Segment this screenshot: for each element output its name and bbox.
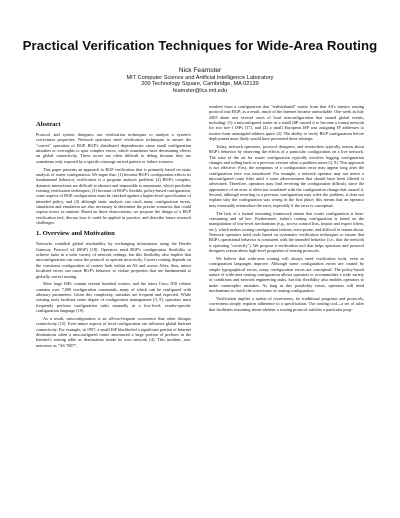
body-paragraph: Networks establish global reachability by exchanging information using the Border Gateway Protocol v4 (BGP) [18]. Operators need BGP's configuration flexibility to achieve tasks in a wide variety of network settings, but this flexibility also implies that misconfiguration can cause the protocol to operate incorrectly. Correct routing depends on the consistent configuration of routers both within an AS and across ASes; thus, minor localized errors can cause BGP's behavior to violate properties that are fundamental to globally correct routing.: [36, 241, 191, 279]
body-paragraph: Most large ISPs contain several hundred routers, and the latest Cisco IOS release contains over 7,000 configuration commands, many of which can be configured with arbitrary parameters. Given this complexity, mistakes are frequent and expected. While existing tools facilitate some degree of configuration management [3, 9], operators must frequently perform configuration tasks manually in a low-level, vendor-specific configuration language [19].: [36, 281, 191, 314]
author-block: [0, 68, 400, 94]
body-paragraph: The lack of a formal reasoning framework means that router configuration is time-consuming and ad hoc. Furthermore, today's routing configuration is based on the manipulation of low-level mechanisms (e.g., access control lists, import and export filters, etc.), which makes routing configuration tedious, error-prone, and difficult to reason about. Network operators need tools based on systematic verification techniques to ensure that BGP's operational behavior is consistent with the intended behavior (i.e., that the network is operating "correctly"). We propose a verification tool that helps operators and protocol designers reason about high-level properties of routing protocols.: [209, 210, 364, 254]
abstract-paragraph: Protocol and system designers use verification techniques to analyze a system's correctness properties. Network operators need verification techniques to ensure the "correct" operation of BGP. BGP's distributed dependencies cause small configuration mistakes or oversights to spur complex errors, which sometimes have devastating effects on global connectivity. These errors are often difficult to debug because they are sometimes only exposed by a specific message arrival pattern or failure scenario.: [36, 132, 191, 164]
body-paragraph: We believe that wide-area routing will always need verification tools, even as configuration languages improve. Although some configuration errors are caused by simple typographical errors, many configuration errors are conceptual. The policy-based nature of wide-area routing configuration allows operators to accommodate a wide variety of conditions and network engineering tasks, but this flexibility also enables operators to make catastrophic mistakes. As long as this possibility exists, operators will need mechanisms to check the correctness of routing configuration.: [209, 256, 364, 294]
paper-title: Practical Verification Techniques for Wide-Area Routing: [22, 38, 378, 53]
left-column: [36, 120, 191, 351]
body-paragraph: Today, network operators, protocol designers, and researchers typically reason about BGP's behavior by observing the effects of a particular configuration on a live network. The state of the art for router configuration typically involves logging configuration changes and rolling back to a previous version when a problem arises [3, 9]. This approach is not effective. First, the symptoms of a configuration error may appear long after the configuration error was introduced. For example, a network operator may not notice a misconfigured route filter until a route advertisement that should have been filtered is advertised. Therefore, operators may find reverting the configuration difficult, since the appearance of an error is often not correlated with the configuration change that caused it. Second, although reverting to a previous configuration may solve the problem, it does not explain why the configuration was wrong in the first place; this means that an operator may eventually reintroduce the error, especially if the error is conceptual.: [209, 144, 364, 208]
body-paragraph: resulted from a configuration that "redistributed" routes from that AS's interior routing protocol into BGP; as a result, much of the Internet became unreachable. One week in July 2003 alone saw several cases of local misconfiguration that caused global events, including: (1) a misconfigured router in a small ISP caused it to become a transit network for two tier-1 ISPs [17], and (2) a small European ISP was assigning IP addresses to routers from unassigned address space [2]. The ability to verify BGP configuration before deployment must likely would have prevented these mishaps.: [209, 104, 364, 142]
abstract-paragraph: This paper presents an approach to BGP verification that is primarily based on static analysis of router configuration. We argue that: (1) because BGP's configuration affects its fundamental behavior, verification is a program analysis problem, (2) BGP's complex, dynamic interactions are difficult to abstract and impossible to enumerate, which precludes existing verification techniques; (3) because of BGP's flexible, policy-based configuration, some aspects of BGP configuration must be checked against a higher-level specification of intended policy, and (4) although static analysis can catch many configuration errors, simulation and emulation are also necessary to determine the precise scenarios that could expose errors at runtime. Based on these observations, we propose the design of a BGP verification tool, discuss how it could be applied in practice, and describe future research challenges.: [36, 166, 191, 226]
author-name: Nick Feamster: [178, 67, 222, 74]
author-address: 200 Technology Square, Cambridge, MA 02139: [141, 81, 259, 88]
body-paragraph: Verification implies a notion of correctness; for traditional programs and protocols, correctness simply requires adherence to a specification. Our routing tool—a set of rules that facilitates reasoning about whether a routing protocol satisfies a particular prop-: [209, 296, 364, 312]
author-affiliation: MIT Computer Science and Artificial Intelligence Laboratory: [126, 74, 274, 81]
right-column: [209, 104, 364, 315]
author-email: feamster@lcs.mit.edu: [172, 87, 228, 94]
abstract-heading: Abstract: [36, 121, 61, 128]
section-heading: 1. Overview and Motivation: [36, 230, 115, 238]
body-paragraph: As a result, misconfiguration is an all-too-frequent occurrence that often disrupts connectivity [15]. Even minor aspects of local configuration can influence global Internet connectivity. For example, in 1997, a small ISP blackholed a significant portion of Internet destinations when a misconfigured router announced a large portion of prefixes in the Internet's routing table as destinations inside its own network [4]. This incident, now notorious as "AS 7007",: [36, 316, 191, 348]
